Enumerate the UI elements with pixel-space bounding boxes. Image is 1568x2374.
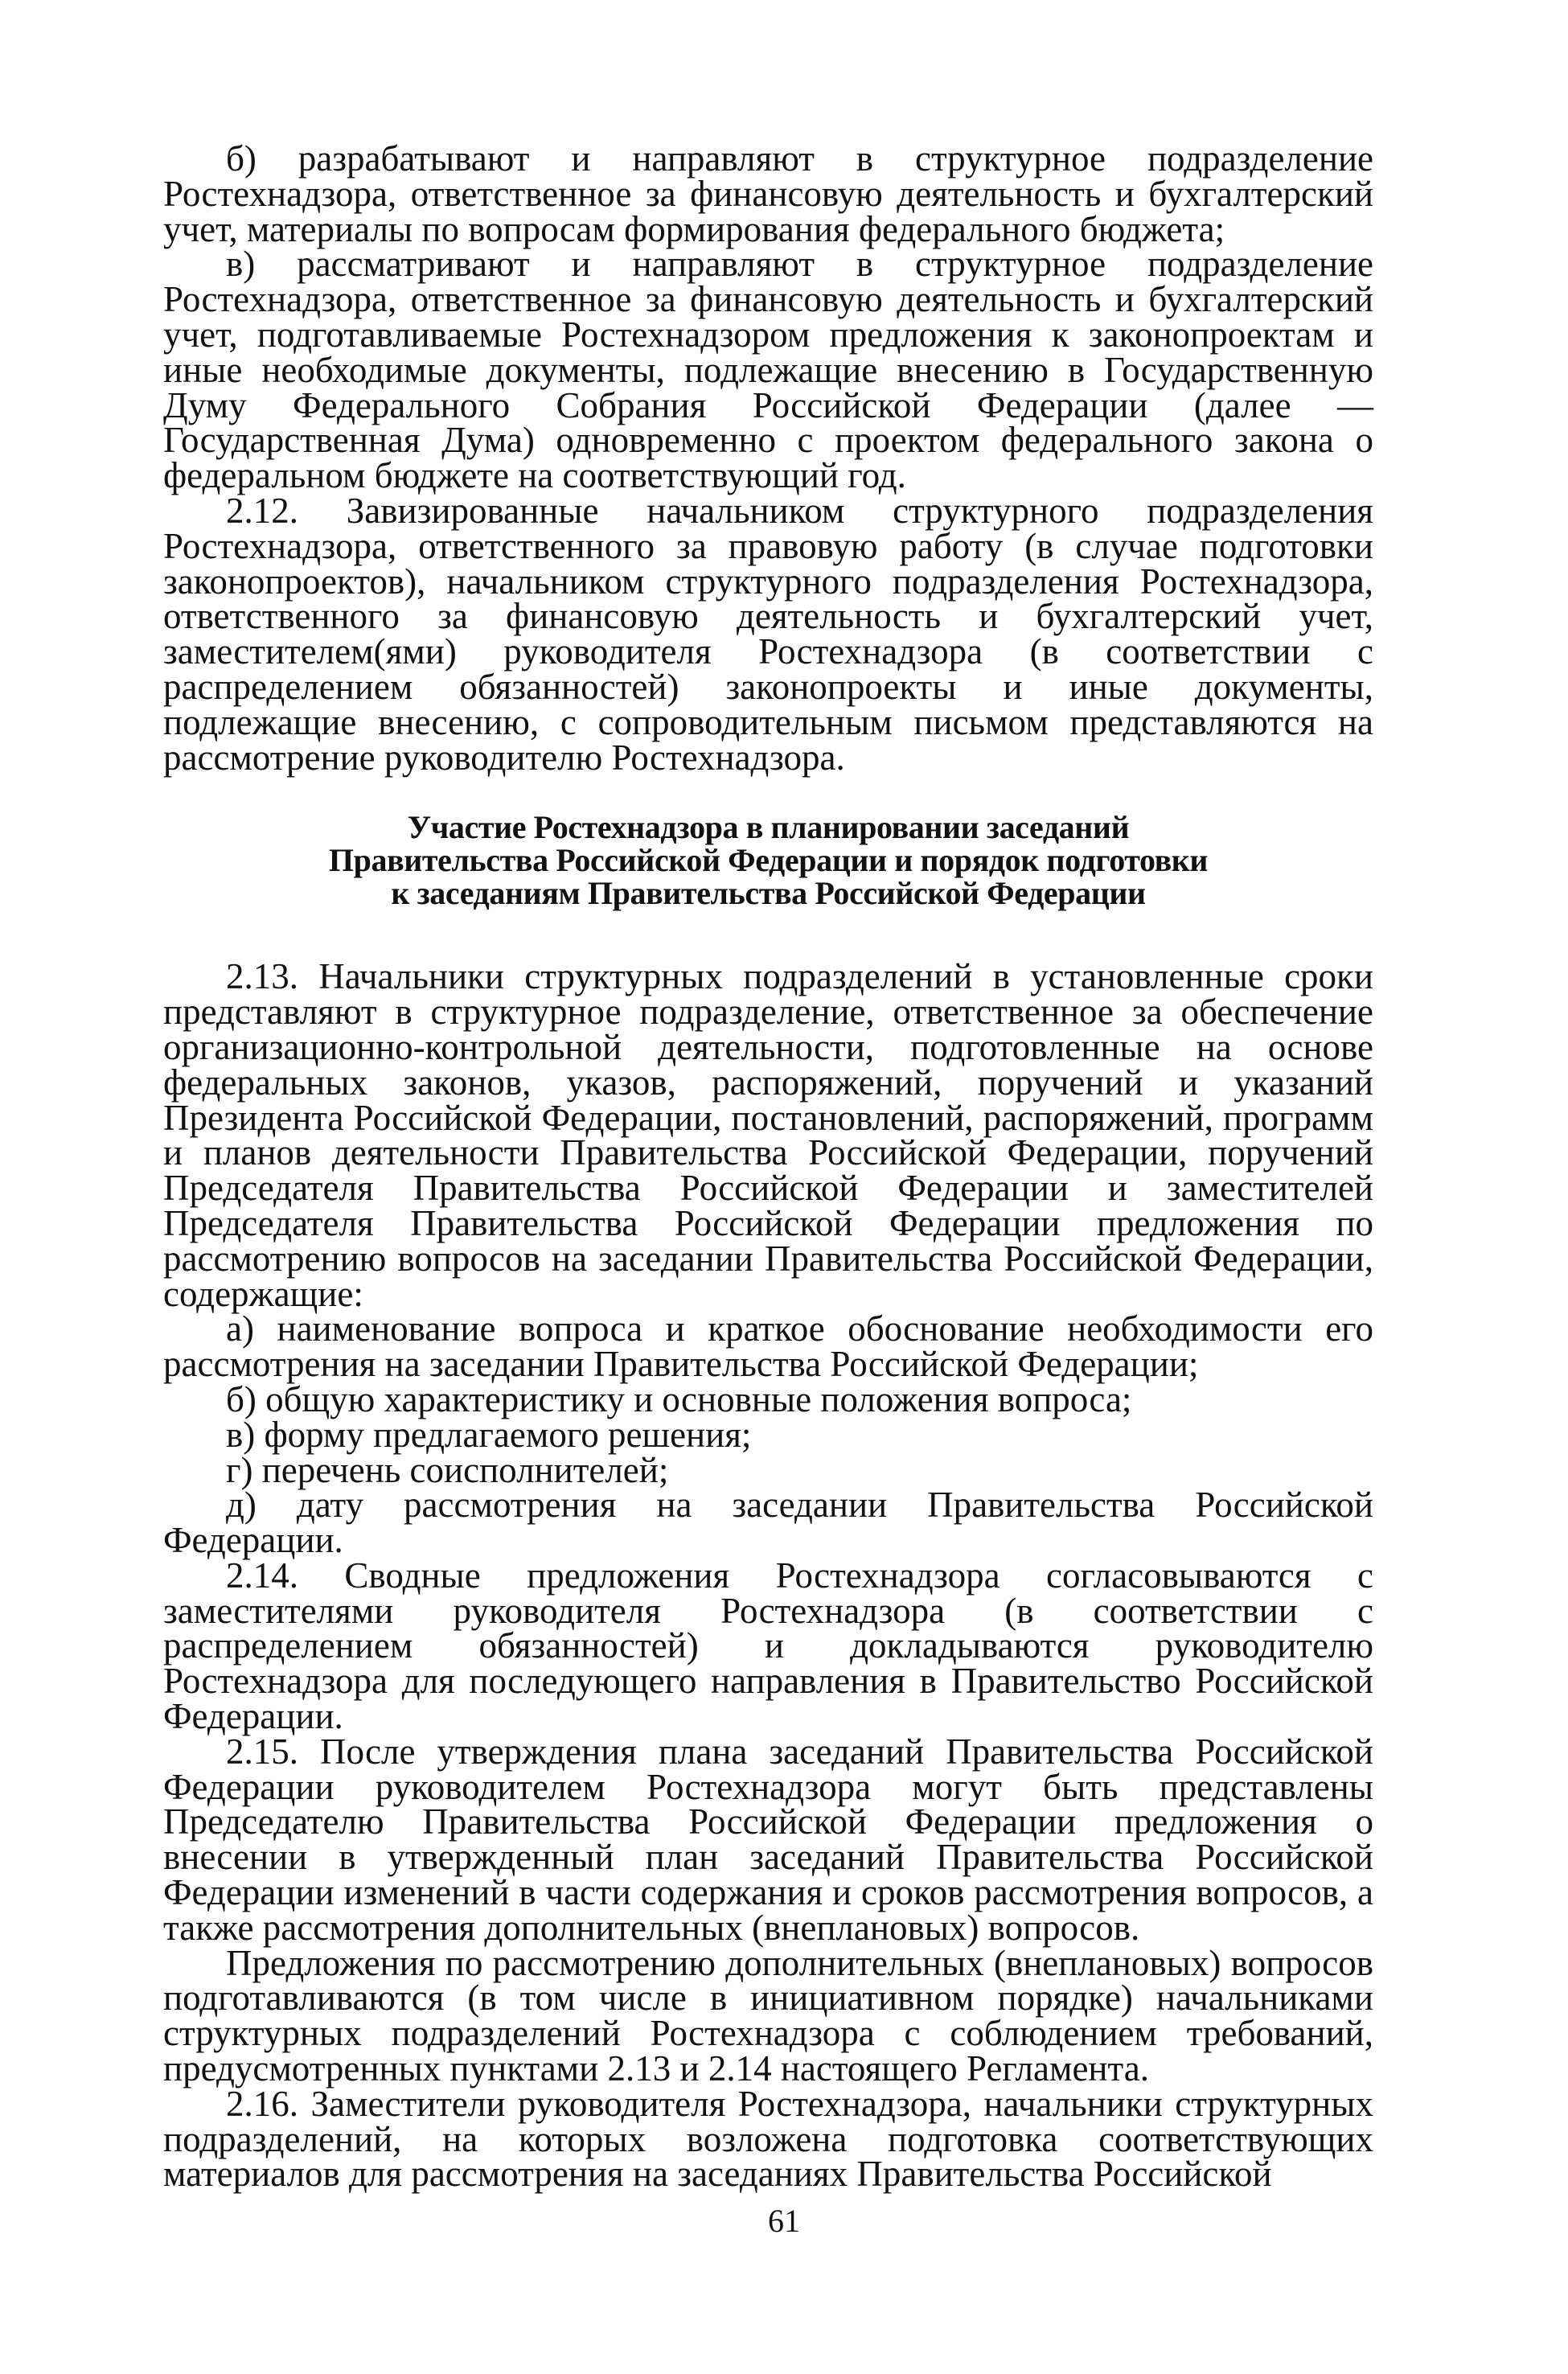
paragraph-2-15: 2.15. После утверждения плана заседаний Правительства Российской Федерации руководителем Ростехнадзора могут быть представлены Председателю Правительства Российской Федерации предложения о внесении в утвержденный план заседаний Правительства Российской Федерации изменений в части содержания и сроков рассмотрения вопросов, а также рассмотрения дополнительных (внеплановых) вопросов. bbox=[163, 1731, 1373, 1948]
paragraph-v-draft-laws: в) рассматривают и направляют в структурное подразделение Ростехнадзора, ответственное за финансовую деятельность и бухгалтерский учет, подготавливаемые Ростехнадзором предложения к законопроектам и иные необходимые документы, подлежащие внесению в Государственную Думу Федерального Собрания Российской Федерации (далее — Государственная Дума) одновременно с проектом федерального закона о федеральном бюджете на соответствующий год. bbox=[163, 244, 1373, 496]
section-heading-line: Участие Ростехнадзора в планировании заседаний bbox=[407, 809, 1130, 846]
document-page bbox=[163, 138, 1373, 2195]
list-item-v: в) форму предлагаемого решения; bbox=[226, 1414, 752, 1455]
paragraph-b-budget-materials: б) разрабатывают и направляют в структурное подразделение Ростехнадзора, ответственное за финансовую деятельность и бухгалтерский учет, материалы по вопросам формирования федерального бюджета; bbox=[163, 138, 1373, 249]
paragraph-additional-questions: Предложения по рассмотрению дополнительных (внеплановых) вопросов подготавливаются (в том числе в инициативном порядке) начальниками структурных подразделений Ростехнадзора с соблюдением требований, предусмотренных пунктами 2.13 и 2.14 настоящего Регламента. bbox=[163, 1942, 1373, 2089]
paragraph-2-12: 2.12. Завизированные начальником структурного подразделения Ростехнадзора, ответственного за правовую работу (в случае подготовки законопроектов), начальником структурного подразделения Ростехнадзора, ответственного за финансовую деятельность и бухгалтерский учет, заместителем(ями) руководителя Ростехнадзора (в соответствии с распределением обязанностей) законопроекты и иные документы, подлежащие внесению, с сопроводительным письмом представляются на рассмотрение руководителю Ростехнадзора. bbox=[163, 490, 1373, 778]
paragraph-2-16: 2.16. Заместители руководителя Ростехнадзора, начальники структурных подразделений, на которых возложена подготовка соответствующих материалов для рассмотрения на заседаниях Правительства Российской bbox=[163, 2083, 1373, 2195]
list-item-d: д) дату рассмотрения на заседании Правительства Российской Федерации. bbox=[163, 1485, 1373, 1561]
section-heading-line: к заседаниям Правительства Российской Федерации bbox=[391, 875, 1146, 912]
section-heading-line: Правительства Российской Федерации и порядок подготовки bbox=[328, 842, 1209, 879]
page-number: 61 bbox=[768, 2203, 800, 2239]
list-item-b: б) общую характеристику и основные положения вопроса; bbox=[226, 1378, 1132, 1419]
list-item-g: г) перечень соисполнителей; bbox=[226, 1449, 669, 1490]
list-item-a: а) наименование вопроса и краткое обоснование необходимости его рассмотрения на заседании Правительства Российской Федерации; bbox=[163, 1308, 1373, 1385]
paragraph-2-14: 2.14. Сводные предложения Ростехнадзора согласовываются с заместителями руководителя Ростехнадзора (в соответствии с распределением обязанностей) и докладываются руководителю Ростехнадзора для последующего направления в Правительство Российской Федерации. bbox=[163, 1555, 1373, 1737]
paragraph-2-13: 2.13. Начальники структурных подразделений в установленные сроки представляют в структурное подразделение, ответственное за обеспечение организационно-контрольной деятельности, подготовленные на основе федеральных законов, указов, распоряжений, поручений и указаний Президента Российской Федерации, постановлений, распоряжений, программ и планов деятельности Правительства Российской Федерации, поручений Председателя Правительства Российской Федерации и заместителей Председателя Правительства Российской Федерации предложения по рассмотрению вопросов на заседании Правительства Российской Федерации, содержащие: bbox=[163, 956, 1373, 1314]
section-heading bbox=[163, 811, 1373, 910]
